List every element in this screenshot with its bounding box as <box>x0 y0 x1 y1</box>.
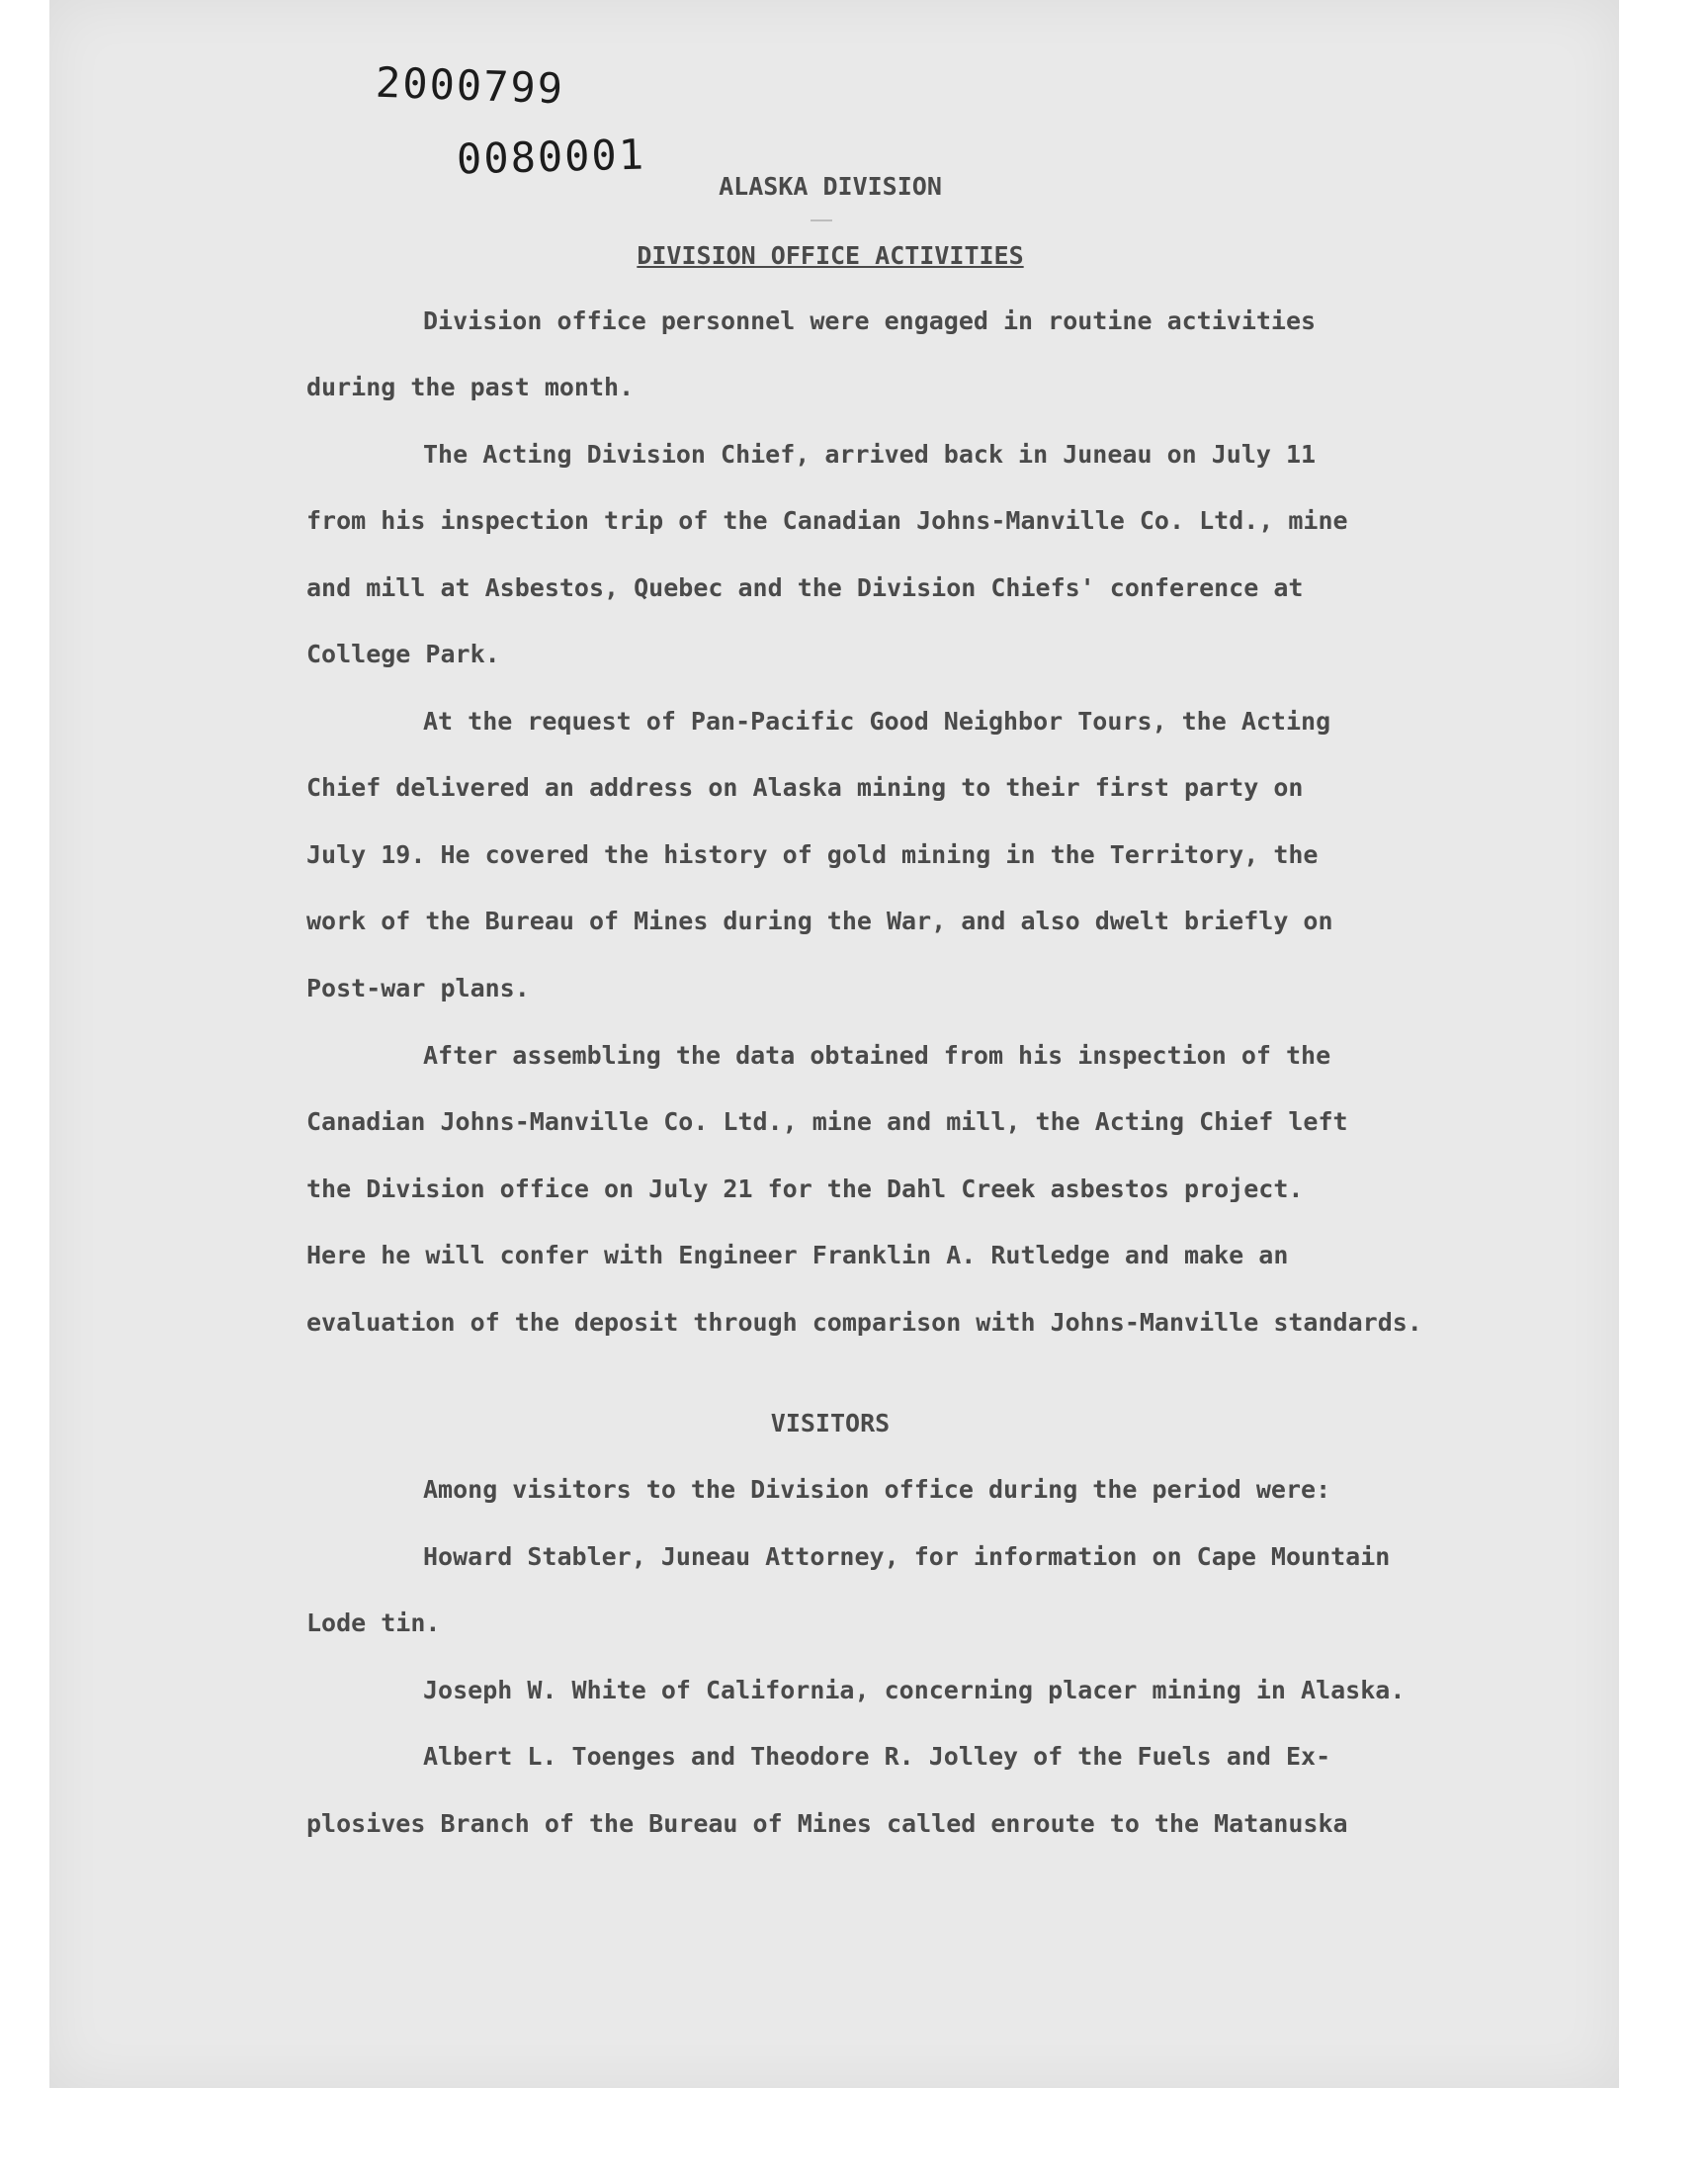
body-line: plosives Branch of the Bureau of Mines called enroute to the Matanuska <box>306 1809 1348 1838</box>
body-line: Lode tin. <box>306 1609 441 1637</box>
body-line: Post-war plans. <box>306 974 530 1002</box>
body-line: from his inspection trip of the Canadian Johns-Manville Co. Ltd., mine <box>306 506 1348 535</box>
body-line: The Acting Division Chief, arrived back in Juneau on July 11 <box>423 440 1317 469</box>
body-line: work of the Bureau of Mines during the War, and also dwelt briefly on <box>306 907 1333 935</box>
visitors-heading: VISITORS <box>770 1409 891 1437</box>
body-line: July 19. He covered the history of gold mining in the Territory, the <box>306 840 1319 869</box>
body-line: and mill at Asbestos, Quebec and the Division Chiefs' conference at <box>306 573 1304 602</box>
body-line: Joseph W. White of California, concerning placer mining in Alaska. <box>423 1676 1406 1704</box>
body-line: Howard Stabler, Juneau Attorney, for information on Cape Mountain <box>423 1542 1391 1571</box>
section-title: DIVISION OFFICE ACTIVITIES <box>637 241 1024 270</box>
body-line: Here he will confer with Engineer Franklin A. Rutledge and make an <box>306 1241 1289 1269</box>
body-line: evaluation of the deposit through comparison with Johns-Manville standards. <box>306 1308 1422 1337</box>
body-line: Division office personnel were engaged in routine activities <box>423 306 1317 335</box>
body-line: during the past month. <box>306 373 635 401</box>
body-line: Chief delivered an address on Alaska mining to their first party on <box>306 773 1304 802</box>
body-line: the Division office on July 21 for the Dahl Creek asbestos project. <box>306 1174 1304 1203</box>
body-line: Among visitors to the Division office during the period were: <box>423 1475 1331 1504</box>
body-line: Canadian Johns-Manville Co. Ltd., mine and mill, the Acting Chief left <box>306 1107 1348 1136</box>
body-line: College Park. <box>306 640 500 668</box>
body-line: After assembling the data obtained from his inspection of the <box>423 1041 1331 1070</box>
body-line: Albert L. Toenges and Theodore R. Jolley of the Fuels and Ex- <box>423 1742 1331 1771</box>
body-line: At the request of Pan-Pacific Good Neighbor Tours, the Acting <box>423 707 1331 736</box>
title-divider <box>811 219 832 221</box>
document-stamp-number: 2000799 <box>375 57 565 114</box>
document-stamp-number-secondary: 0080001 <box>456 130 646 184</box>
division-title: ALASKA DIVISION <box>719 172 942 201</box>
